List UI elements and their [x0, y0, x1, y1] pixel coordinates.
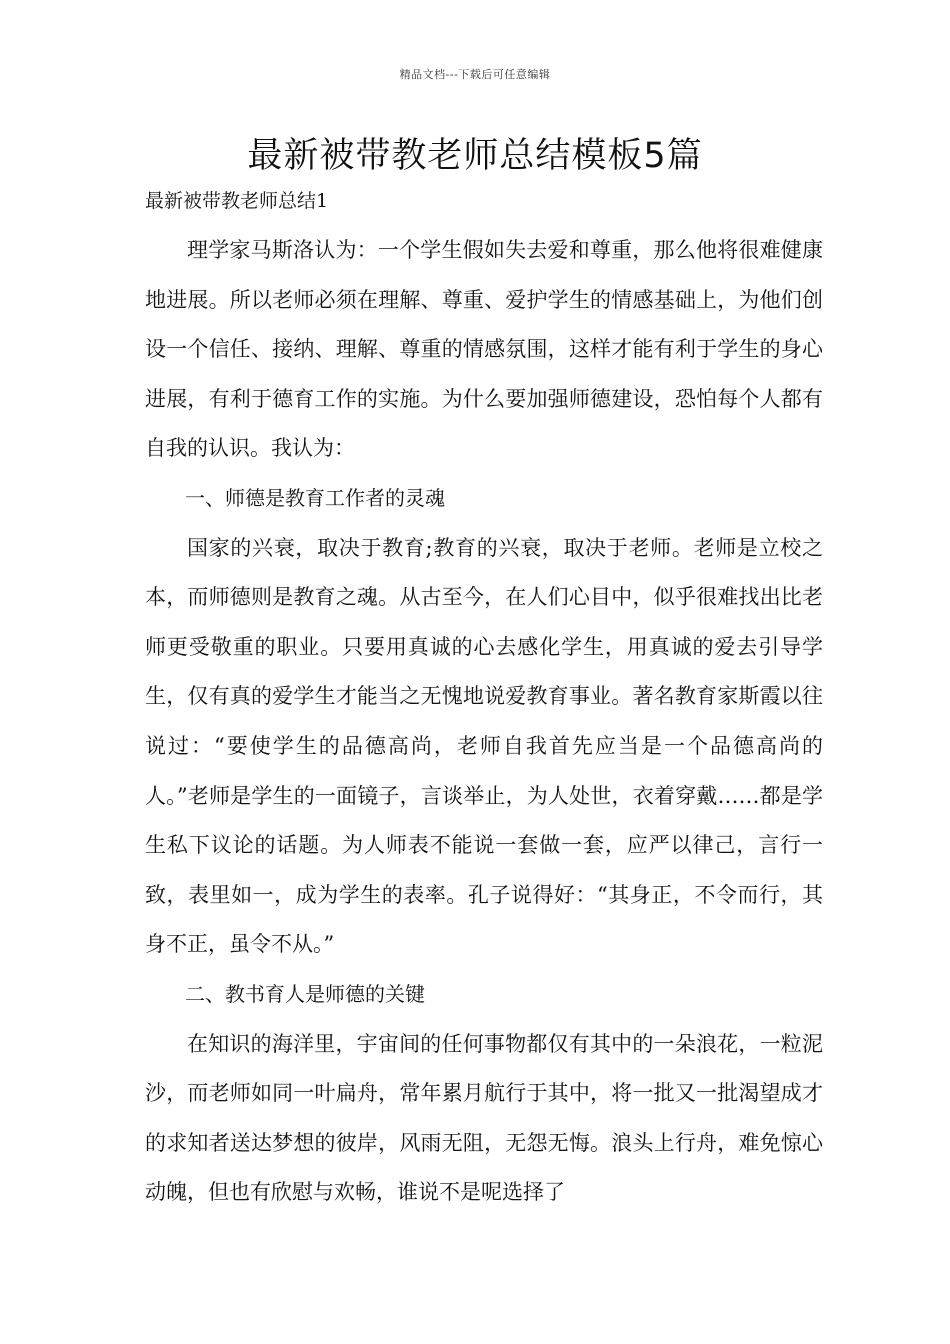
section-subtitle: 最新被带教老师总结1 — [145, 190, 329, 212]
section-heading-2: 二、教书育人是师德的关键 — [185, 981, 425, 1006]
paragraph-knowledge: 在知识的海洋里，宇宙间的任何事物都仅有其中的一朵浪花，一粒泥沙，而老师如同一叶扁舟，常年累月航行于其中，将一批又一批渴望成才的求知者送达梦想的彼岸，风雨无阻，无怨无悔。浪头上行舟，难免惊心动魄，但也有欣慰与欢畅，谁说不是呢选择了 — [145, 1031, 823, 1205]
header-note: 精品文档---下载后可任意编辑 — [399, 68, 551, 81]
section-heading-1: 一、师德是教育工作者的灵魂 — [185, 485, 445, 510]
document-body — [145, 226, 823, 1218]
document-title: 最新被带教老师总结模板5篇 — [247, 136, 703, 176]
paragraph-intro: 理学家马斯洛认为：一个学生假如失去爱和尊重，那么他将很难健康地进展。所以老师必须在理解、尊重、爱护学生的情感基础上，为他们创设一个信任、接纳、理解、尊重的情感氛围，这样才能有利于学生的身心进展，有利于德育工作的实施。为什么要加强师德建设，恐怕每个人都有自我的认识。我认为： — [145, 238, 823, 461]
paragraph-ethics: 国家的兴衰，取决于教育;教育的兴衰，取决于老师。老师是立校之本，而师德则是教育之魂。从古至今，在人们心目中，似乎很难找出比老师更受敬重的职业。只要用真诚的心去感化学生，用真诚的爱去引导学生，仅有真的爱学生才能当之无愧地说爱教育事业。著名教育家斯霞以往说过：“要使学生的品德高尚，老师自我首先应当是一个品德高尚的人。”老师是学生的一面镜子，言谈举止，为人处世，衣着穿戴……都是学生私下议论的话题。为人师表不能说一套做一套，应严以律己，言行一致，表里如一，成为学生的表率。孔子说得好：“其身正，不令而行，其身不正，虽令不从。” — [145, 535, 823, 957]
